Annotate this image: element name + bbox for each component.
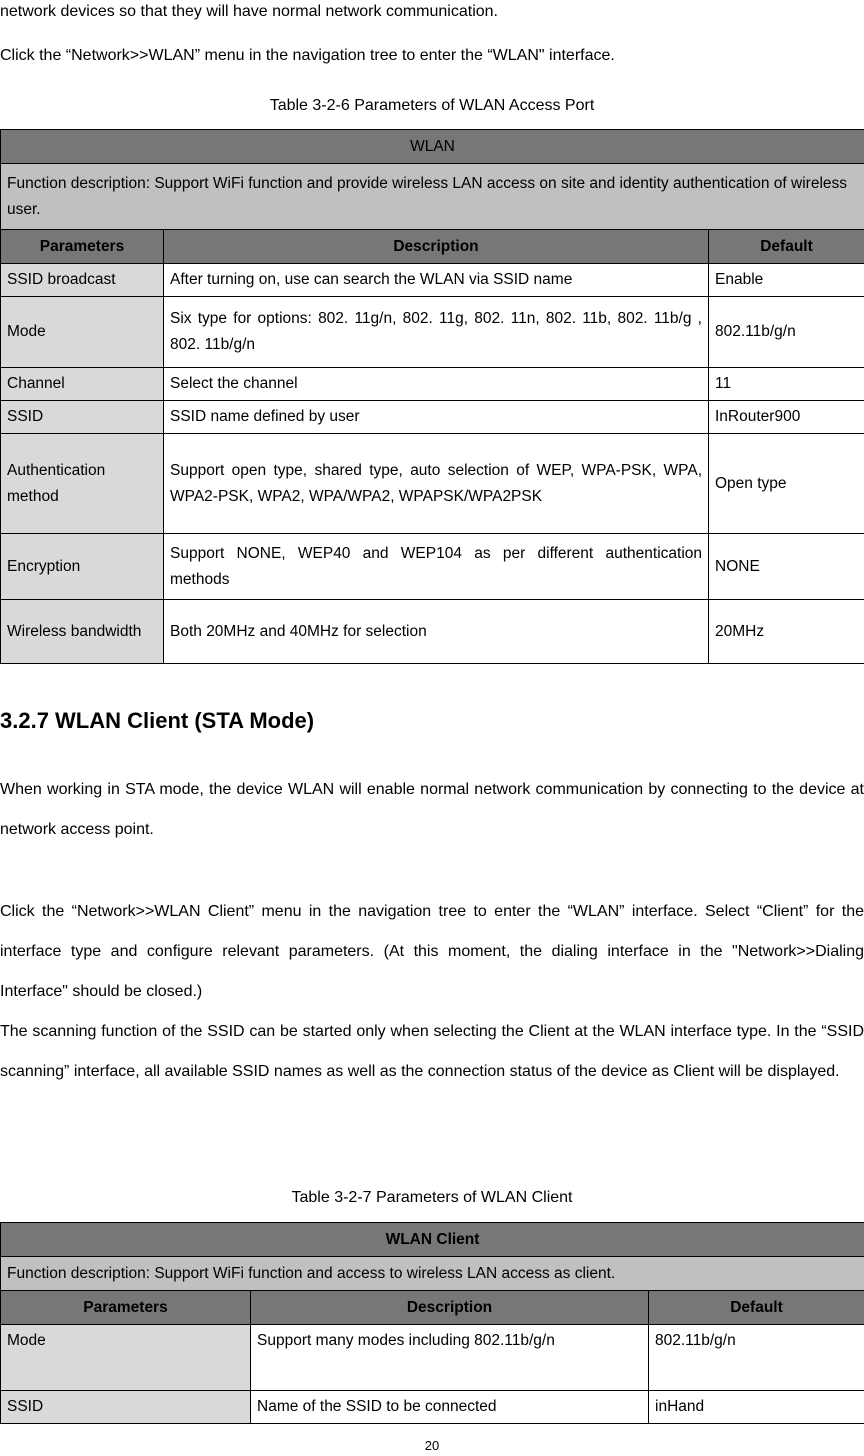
description-cell: SSID name defined by user (164, 401, 709, 434)
page-number: 20 (424, 1438, 440, 1453)
table1-caption: Table 3-2-6 Parameters of WLAN Access Port (269, 97, 595, 114)
intro-line-1: network devices so that they will have normal network communication. (0, 3, 498, 20)
param-cell: Encryption (1, 534, 164, 600)
table1-header-default: Default (709, 230, 864, 264)
section-heading: 3.2.7 WLAN Client (STA Mode) (0, 708, 315, 733)
table-row (1, 264, 864, 297)
table-row (1, 1391, 864, 1424)
default-cell: InRouter900 (709, 401, 864, 434)
table-row (1, 434, 864, 534)
default-cell: Open type (709, 434, 864, 534)
default-cell: 802.11b/g/n (709, 297, 864, 368)
param-cell: Wireless bandwidth (1, 600, 164, 664)
section-paragraph-2: Click the “Network>>WLAN Client” menu in the navigation tree to enter the “WLAN” interface. Select “Client” for the interface type and configure relevant parameters. (At this moment, the dialing interface in the "Network>>Dialing Interface" should be closed.) (0, 903, 864, 1000)
table2-header-parameters: Parameters (1, 1291, 251, 1325)
section-paragraph-1: When working in STA mode, the device WLAN will enable normal network communication by connecting to the device at network access point. (0, 781, 864, 838)
table-row (1, 534, 864, 600)
param-cell: Mode (1, 297, 164, 368)
table2-caption: Table 3-2-7 Parameters of WLAN Client (291, 1189, 573, 1206)
table1-title: WLAN (1, 130, 864, 164)
table1-header-description: Description (164, 230, 709, 264)
wlan-client-parameters-table (0, 1222, 864, 1424)
default-cell: NONE (709, 534, 864, 600)
description-cell: After turning on, use can search the WLAN via SSID name (164, 264, 709, 297)
param-cell: SSID (1, 1391, 251, 1424)
description-cell: Name of the SSID to be connected (251, 1391, 649, 1424)
description-cell: Support many modes including 802.11b/g/n (251, 1325, 649, 1391)
table-row (1, 1325, 864, 1391)
section-paragraph-3: The scanning function of the SSID can be started only when selecting the Client at the WLAN interface type. In the “SSID scanning” interface, all available SSID names as well as the connection status of the device as Client will be displayed. (0, 1023, 864, 1080)
param-cell: SSID (1, 401, 164, 434)
table-row (1, 297, 864, 368)
table1-header-parameters: Parameters (1, 230, 164, 264)
param-cell: Channel (1, 368, 164, 401)
table-row (1, 401, 864, 434)
default-cell: Enable (709, 264, 864, 297)
description-cell: Support NONE, WEP40 and WEP104 as per different authentication methods (164, 534, 709, 600)
table1-function-description: Function description: Support WiFi function and provide wireless LAN access on site and identity authentication of wireless user. (1, 164, 864, 230)
param-cell: Authentication method (1, 434, 164, 534)
param-cell: SSID broadcast (1, 264, 164, 297)
description-cell: Support open type, shared type, auto selection of WEP, WPA-PSK, WPA, WPA2-PSK, WPA2, WPA/WPA2, WPAPSK/WPA2PSK (164, 434, 709, 534)
default-cell: inHand (649, 1391, 864, 1424)
default-cell: 11 (709, 368, 864, 401)
table2-header-description: Description (251, 1291, 649, 1325)
wlan-parameters-table (0, 129, 864, 664)
description-cell: Both 20MHz and 40MHz for selection (164, 600, 709, 664)
description-cell: Six type for options: 802. 11g/n, 802. 11g, 802. 11n, 802. 11b, 802. 11b/g , 802. 11b/g/n (164, 297, 709, 368)
table2-header-default: Default (649, 1291, 864, 1325)
default-cell: 20MHz (709, 600, 864, 664)
default-cell: 802.11b/g/n (649, 1325, 864, 1391)
description-cell: Select the channel (164, 368, 709, 401)
table-row (1, 368, 864, 401)
table-row (1, 600, 864, 664)
table2-title: WLAN Client (1, 1223, 864, 1257)
table2-function-description: Function description: Support WiFi function and access to wireless LAN access as client. (1, 1257, 864, 1291)
intro-line-2: Click the “Network>>WLAN” menu in the navigation tree to enter the “WLAN" interface. (0, 47, 615, 64)
param-cell: Mode (1, 1325, 251, 1391)
